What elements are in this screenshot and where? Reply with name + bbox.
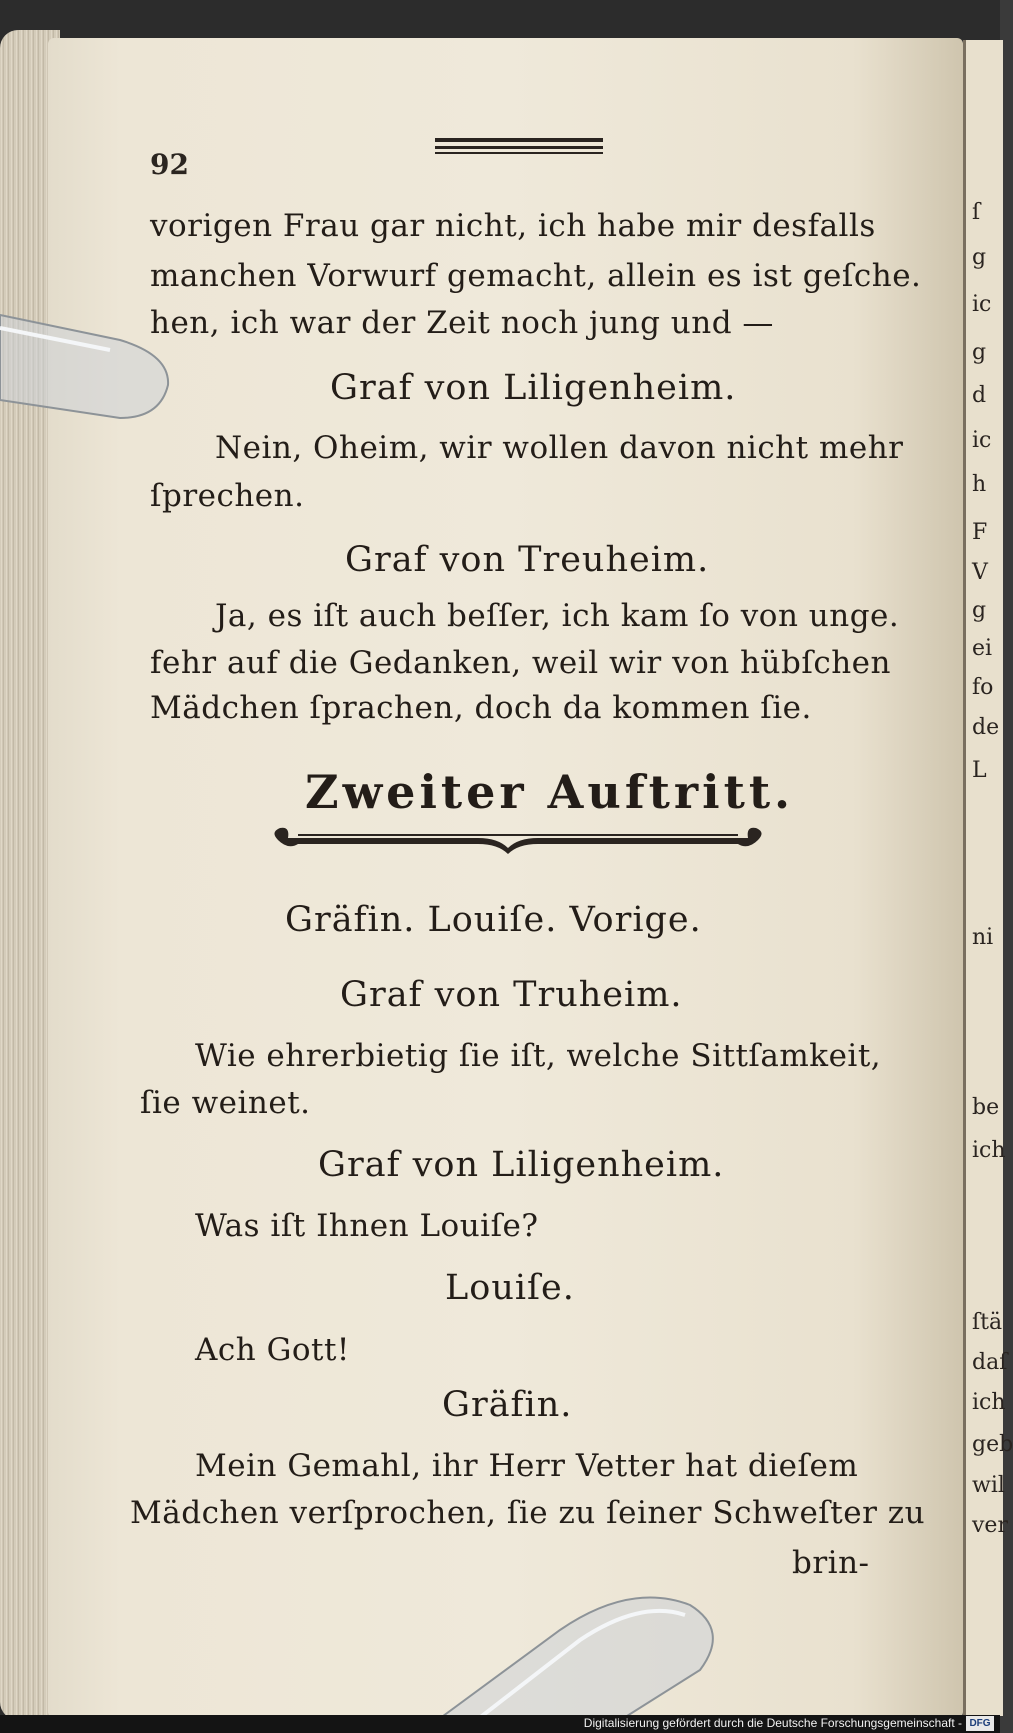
text-line: vorigen Frau gar nicht, ich habe mir desfalls xyxy=(150,208,876,244)
right-page-fragment: ic xyxy=(972,292,992,317)
text-line: Wie ehrerbietig ſie iſt, welche Sittſamkeit, xyxy=(195,1038,882,1074)
text-line: fehr auf die Gedanken, weil wir von hübſchen xyxy=(150,645,891,681)
right-page-fragment: L xyxy=(972,758,987,783)
cast-list: Gräfin. Louiſe. Vorige. xyxy=(285,900,702,940)
text-line: Nein, Oheim, wir wollen davon nicht mehr xyxy=(215,430,904,466)
adjacent-page xyxy=(963,40,1013,1716)
right-page-fragment: h xyxy=(972,472,987,497)
right-page-fragment: fo xyxy=(972,675,994,700)
right-page-fragment: de xyxy=(972,715,1000,740)
footer-credit: Digitalisierung gefördert durch die Deutsche Forschungsgemeinschaft - xyxy=(583,1716,962,1730)
right-page-fragment: be xyxy=(972,1095,1000,1120)
speaker-name: Gräfin. xyxy=(442,1385,573,1425)
right-page-fragment: g xyxy=(972,598,987,623)
right-page-fragment: ni xyxy=(972,925,994,950)
page-number: 92 xyxy=(150,148,189,181)
right-page-fragment: g xyxy=(972,340,987,365)
right-page-fragment: F xyxy=(972,520,988,545)
text-line: Mädchen ſprachen, doch da kommen ſie. xyxy=(150,690,812,726)
page-clip-top xyxy=(0,300,180,430)
text-line: Was iſt Ihnen Louiſe? xyxy=(195,1208,539,1244)
header-rule xyxy=(435,136,603,158)
right-page-fragment: daſ xyxy=(972,1350,1008,1375)
text-line: Ja, es iſt auch beſſer, ich kam ſo von unge. xyxy=(215,598,900,634)
speaker-name: Graf von Liligenheim. xyxy=(318,1145,725,1185)
right-page-fragment: ſtä xyxy=(972,1310,1003,1335)
dfg-logo: DFG xyxy=(966,1716,994,1731)
right-page-fragment: ic xyxy=(972,428,992,453)
right-page-fragment: d xyxy=(972,383,987,408)
right-page-fragment: g xyxy=(972,245,987,270)
right-page-fragment: ſ xyxy=(972,200,981,225)
speaker-name: Graf von Truheim. xyxy=(340,975,683,1015)
text-line: Mein Gemahl, ihr Herr Vetter hat dieſem xyxy=(195,1448,859,1484)
text-line: hen, ich war der Zeit noch jung und — xyxy=(150,305,774,341)
page-clip-bottom xyxy=(400,1560,740,1733)
right-page-fragment: wil xyxy=(972,1473,1005,1498)
right-page-fragment: V xyxy=(972,560,988,585)
text-line: ſie weinet. xyxy=(140,1085,311,1121)
text-line: ſprechen. xyxy=(150,478,305,514)
scene-title: Zweiter Auftritt. xyxy=(305,765,795,819)
right-page-fragment: ei xyxy=(972,636,993,661)
speaker-name: Louiſe. xyxy=(445,1268,575,1308)
speaker-name: Graf von Treuheim. xyxy=(345,540,710,580)
text-line: brin- xyxy=(792,1545,870,1581)
text-line: Mädchen verſprochen, ſie zu ſeiner Schweſter zu xyxy=(130,1495,926,1531)
text-line: manchen Vorwurf gemacht, allein es ist geſche. xyxy=(150,258,922,294)
ornamental-rule xyxy=(268,820,768,860)
right-page-fragment: ich xyxy=(972,1138,1006,1163)
right-page-fragment: geb xyxy=(972,1432,1013,1457)
right-page-fragment: ich xyxy=(972,1390,1006,1415)
right-page-fragment: ver xyxy=(972,1513,1008,1538)
text-line: Ach Gott! xyxy=(195,1332,350,1368)
speaker-name: Graf von Liligenheim. xyxy=(330,368,737,408)
